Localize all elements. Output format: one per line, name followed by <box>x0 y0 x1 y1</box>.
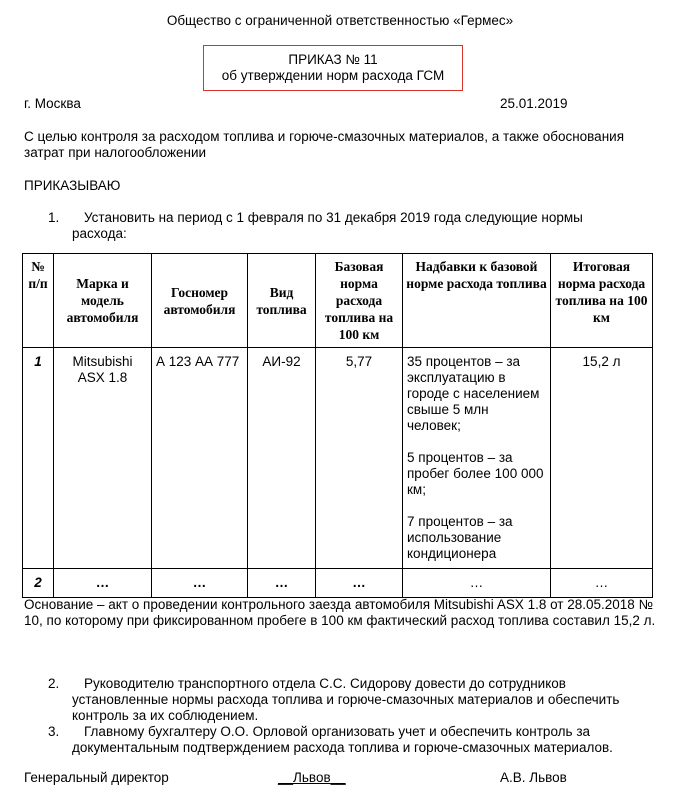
row-1-base: 5,77 <box>316 348 403 569</box>
signer-position: Генеральный директор <box>24 770 169 785</box>
row-1-plate: А 123 АА 777 <box>152 348 248 569</box>
signer-name: А.В. Львов <box>500 770 567 785</box>
city: г. Москва <box>24 96 81 111</box>
item-1-line-1: Установить на период с 1 февраля по 31 декабря 2019 года следующие нормы <box>84 210 583 225</box>
organization-name: Общество с ограниченной ответственностью «Гермес» <box>166 13 514 28</box>
item-2-line-1: Руководителю транспортного отдела С.С. Сидорову довести до сотрудников <box>84 676 566 691</box>
item-3-line-1: Главному бухгалтеру О.О. Орловой организовать учет и обеспечить контроль за <box>84 724 591 739</box>
row-2-base: … <box>316 569 403 598</box>
row-1-fuel: АИ-92 <box>248 348 316 569</box>
order-date: 25.01.2019 <box>500 96 568 111</box>
row-1-model: Mitsubishi ASX 1.8 <box>54 348 152 569</box>
row-2-plate: … <box>152 569 248 598</box>
header-fuel: Вид топлива <box>248 254 316 348</box>
item-1-line-2: расхода: <box>72 226 127 241</box>
row-2-fuel: … <box>248 569 316 598</box>
row-2-num: 2 <box>23 569 54 598</box>
surcharge-city: 35 процентов – за эксплуатацию в городе с населением свыше 5 млн человек; <box>407 354 540 433</box>
header-surcharges: Надбавки к базовой норме расхода топлива <box>403 254 551 348</box>
signature-post: __ <box>330 770 346 785</box>
fuel-norms-table <box>22 253 653 598</box>
purpose-paragraph: С целью контроля за расходом топлива и горюче-смазочных материалов, а также обоснования затрат при налогообложении <box>24 129 624 160</box>
row-2-total: … <box>551 569 653 598</box>
item-3-number: 3. <box>48 724 60 739</box>
item-2-number: 2. <box>48 676 60 691</box>
item-1-number: 1. <box>48 210 60 225</box>
row-2-surcharges: … <box>403 569 551 598</box>
surcharge-mileage: 5 процентов – за пробег более 100 000 км; <box>407 450 544 497</box>
item-1 <box>48 210 648 242</box>
header-base: Базовая норма расхода топлива на 100 км <box>316 254 403 348</box>
header-total: Итоговая норма расхода топлива на 100 км <box>551 254 653 348</box>
signature-text: Львов <box>293 770 331 785</box>
basis-paragraph: Основание – акт о проведении контрольного заезда автомобиля Mitsubishi ASX 1.8 от 28.05.2018 № 10, по которому при фиксированном пробеге в 100 км фактический расход топлива составил 15,2 л. <box>24 597 656 628</box>
decree-word: ПРИКАЗЫВАЮ <box>24 178 121 193</box>
signature-mark <box>278 770 346 785</box>
item-3 <box>48 724 658 756</box>
row-2-model: … <box>54 569 152 598</box>
order-subject: об утверждении норм расхода ГСМ <box>221 68 445 83</box>
row-1-num: 1 <box>23 348 54 569</box>
item-2-line-2: установленные нормы расхода топлива и горюче-смазочных материалов и обеспечить контроль за их соблюдением. <box>72 692 620 723</box>
row-1-total: 15,2 л <box>551 348 653 569</box>
table-row <box>23 348 653 569</box>
table-row <box>23 569 653 598</box>
table-header-row <box>23 254 653 348</box>
header-plate: Госномер автомобиля <box>152 254 248 348</box>
signature-pre: __ <box>278 770 294 785</box>
order-title: ПРИКАЗ № 11 <box>288 52 378 67</box>
header-model: Марка и модель автомобиля <box>54 254 152 348</box>
item-3-line-2: документальным подтверждением расхода топлива и горюче-смазочных материалов. <box>72 740 613 755</box>
row-1-surcharges <box>403 348 551 569</box>
item-2 <box>48 676 658 724</box>
surcharge-conditioner: 7 процентов – за использование кондиционера <box>407 514 513 561</box>
header-num: № п/п <box>23 254 54 348</box>
order-title-box <box>203 45 463 91</box>
